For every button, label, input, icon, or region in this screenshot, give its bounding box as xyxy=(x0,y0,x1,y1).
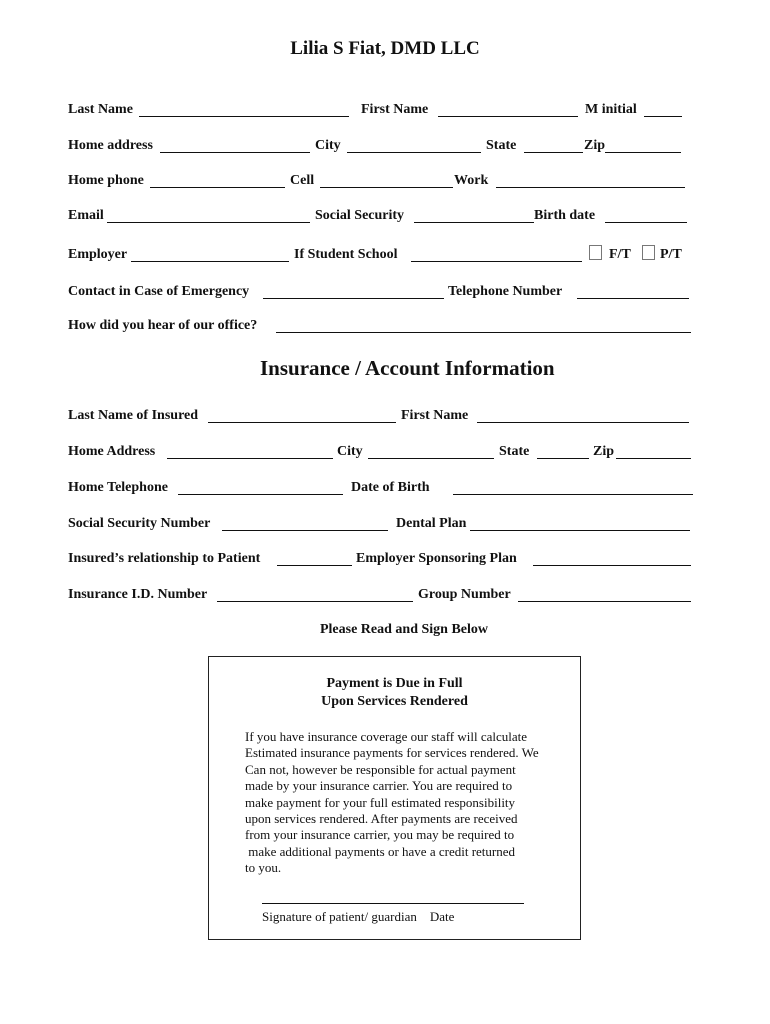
email-label: Email xyxy=(68,208,104,223)
part-time-checkbox[interactable] xyxy=(642,245,655,260)
row-insurance-ids xyxy=(68,587,698,605)
insured-city-field[interactable] xyxy=(368,458,494,459)
policy-line: make payment for your full estimated responsibility xyxy=(245,794,516,810)
insured-state-label: State xyxy=(499,444,530,459)
signature-field[interactable] xyxy=(262,903,524,904)
signature-label: Signature of patient/ guardian Date xyxy=(262,909,455,924)
home-address-label: Home address xyxy=(68,138,153,153)
sign-prompt: Please Read and Sign Below xyxy=(319,622,488,637)
home-phone-label: Home phone xyxy=(68,173,144,188)
first-name-label: First Name xyxy=(361,102,429,117)
insured-ssn-label: Social Security Number xyxy=(68,516,211,531)
work-field[interactable] xyxy=(496,187,685,188)
relationship-field[interactable] xyxy=(277,565,352,566)
insured-home-telephone-field[interactable] xyxy=(178,494,343,495)
insured-last-name-field[interactable] xyxy=(208,422,396,423)
policy-line: made by your insurance carrier. You are required to xyxy=(245,778,513,794)
birth-date-label: Birth date xyxy=(534,208,596,223)
row-insured-address xyxy=(68,444,698,462)
row-patient-address xyxy=(68,138,698,156)
insured-ssn-field[interactable] xyxy=(222,530,388,531)
cell-field[interactable] xyxy=(320,187,453,188)
payment-policy-box xyxy=(208,656,581,940)
full-time-label: F/T xyxy=(609,247,631,262)
row-referral xyxy=(68,318,698,336)
group-number-label: Group Number xyxy=(418,587,511,602)
policy-line: Can not, however be responsible for actual payment xyxy=(245,761,516,777)
insured-state-field[interactable] xyxy=(537,458,589,459)
last-name-label: Last Name xyxy=(68,102,133,117)
row-patient-phone xyxy=(68,173,698,191)
emergency-contact-field[interactable] xyxy=(263,298,444,299)
m-initial-field[interactable] xyxy=(644,116,682,117)
dental-plan-label: Dental Plan xyxy=(396,516,467,531)
row-insured-name xyxy=(68,408,698,426)
cell-label: Cell xyxy=(290,173,315,188)
telephone-number-field[interactable] xyxy=(577,298,689,299)
employer-plan-label: Employer Sponsoring Plan xyxy=(356,551,517,566)
state-label: State xyxy=(486,138,517,153)
page-title: Lilia S Fiat, DMD LLC xyxy=(290,38,480,59)
insured-zip-label: Zip xyxy=(593,444,615,459)
row-insured-phone xyxy=(68,480,698,498)
state-field[interactable] xyxy=(524,152,583,153)
insurance-heading: Insurance / Account Information xyxy=(260,356,555,380)
referral-label: How did you hear of our office? xyxy=(68,318,258,333)
first-name-field[interactable] xyxy=(438,116,578,117)
row-patient-email xyxy=(68,208,698,226)
dental-plan-field[interactable] xyxy=(470,530,690,531)
insured-dob-label: Date of Birth xyxy=(351,480,430,495)
emergency-contact-label: Contact in Case of Emergency xyxy=(68,284,250,299)
home-address-field[interactable] xyxy=(160,152,310,153)
relationship-label: Insured’s relationship to Patient xyxy=(68,551,261,566)
policy-line: Estimated insurance payments for services rendered. We xyxy=(245,745,539,761)
policy-line: make additional payments or have a credit returned xyxy=(245,843,516,859)
insured-home-address-label: Home Address xyxy=(68,444,156,459)
zip-field[interactable] xyxy=(605,152,681,153)
student-school-field[interactable] xyxy=(411,261,582,262)
payment-heading-line-2: Upon Services Rendered xyxy=(321,694,468,709)
zip-label: Zip xyxy=(584,138,606,153)
insured-dob-field[interactable] xyxy=(453,494,693,495)
last-name-field[interactable] xyxy=(139,116,349,117)
insurance-id-label: Insurance I.D. Number xyxy=(68,587,208,602)
row-patient-employer xyxy=(68,247,698,265)
insured-first-name-label: First Name xyxy=(401,408,469,423)
city-field[interactable] xyxy=(347,152,481,153)
social-security-field[interactable] xyxy=(414,222,534,223)
row-emergency-contact xyxy=(68,284,698,302)
policy-line: If you have insurance coverage our staff will calculate xyxy=(245,729,528,744)
insured-home-telephone-label: Home Telephone xyxy=(68,480,168,495)
policy-line: upon services rendered. After payments are received xyxy=(245,811,518,827)
student-school-label: If Student School xyxy=(294,247,398,262)
home-phone-field[interactable] xyxy=(150,187,285,188)
email-field[interactable] xyxy=(107,222,310,223)
social-security-label: Social Security xyxy=(315,208,405,223)
m-initial-label: M initial xyxy=(585,102,637,117)
employer-plan-field[interactable] xyxy=(533,565,691,566)
part-time-label: P/T xyxy=(660,247,682,262)
payment-policy-text xyxy=(245,729,539,877)
telephone-number-label: Telephone Number xyxy=(448,284,563,299)
birth-date-field[interactable] xyxy=(605,222,687,223)
row-patient-name xyxy=(68,102,698,120)
group-number-field[interactable] xyxy=(518,601,691,602)
referral-field[interactable] xyxy=(276,332,691,333)
employer-label: Employer xyxy=(68,247,128,262)
policy-line: from your insurance carrier, you may be required to xyxy=(245,827,515,843)
work-label: Work xyxy=(454,173,489,188)
insured-first-name-field[interactable] xyxy=(477,422,689,423)
row-insured-ssn xyxy=(68,516,698,534)
insured-zip-field[interactable] xyxy=(616,458,691,459)
row-insured-relationship xyxy=(68,551,698,569)
full-time-checkbox[interactable] xyxy=(589,245,602,260)
payment-heading-line-1: Payment is Due in Full xyxy=(326,676,463,691)
insurance-id-field[interactable] xyxy=(217,601,413,602)
employer-field[interactable] xyxy=(131,261,289,262)
city-label: City xyxy=(315,138,341,153)
policy-line: to you. xyxy=(245,860,282,876)
insured-home-address-field[interactable] xyxy=(167,458,333,459)
insured-city-label: City xyxy=(337,444,363,459)
insured-last-name-label: Last Name of Insured xyxy=(68,408,199,423)
